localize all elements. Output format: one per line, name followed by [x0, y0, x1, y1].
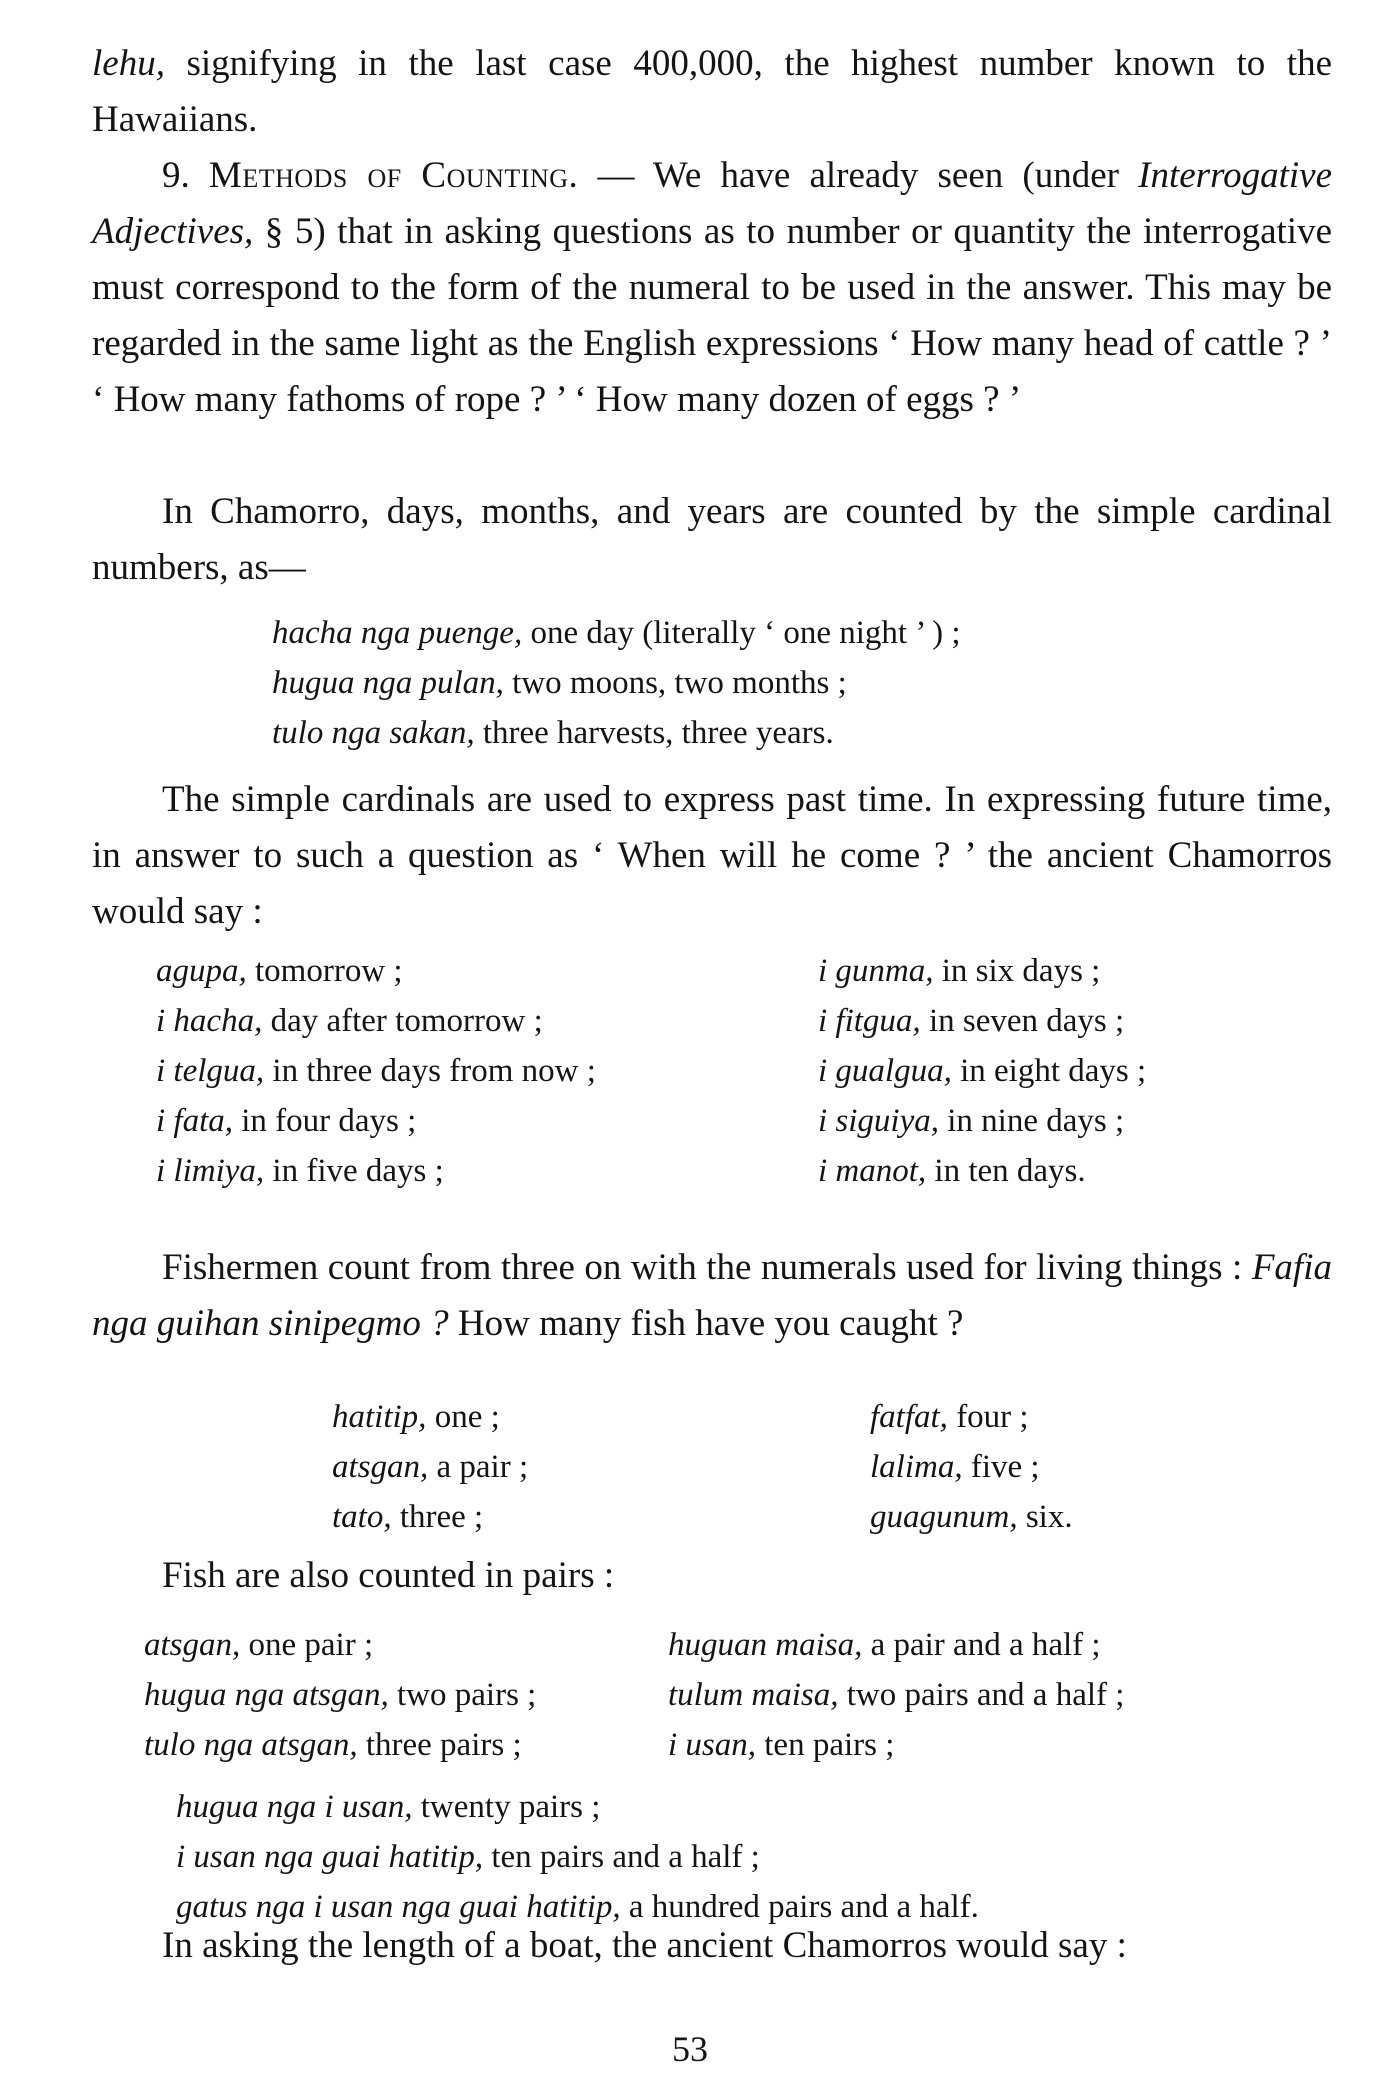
example-term: tulum maisa, — [668, 1677, 839, 1713]
example-gloss: a hundred pairs and a half. — [620, 1889, 979, 1925]
list-item — [870, 1392, 1073, 1442]
example-term: hugua nga atsgan, — [144, 1677, 389, 1713]
example-gloss: ten pairs ; — [756, 1727, 895, 1763]
example-term: lalima, — [870, 1449, 963, 1485]
list-item — [272, 658, 961, 708]
list-item — [870, 1492, 1073, 1542]
example-term: hacha nga puenge, — [272, 615, 523, 651]
example-term: tulo nga atsgan, — [144, 1727, 358, 1763]
list-item — [818, 1146, 1146, 1196]
paragraph-chamorro-days: In Chamorro, days, months, and years are counted by the simple cardinal numbers, as— — [92, 491, 1332, 588]
example-gloss: one ; — [426, 1399, 500, 1435]
pairs-list-more — [176, 1782, 979, 1932]
list-item — [272, 608, 961, 658]
paragraph-lehu-text: signifying in the last case 400,000, the highest number known to the Hawaiians. — [92, 43, 1332, 140]
paragraph-methods-of-counting — [92, 148, 1332, 428]
example-gloss: day after tomorrow ; — [262, 1003, 543, 1039]
example-gloss: three pairs ; — [357, 1727, 522, 1763]
list-item — [818, 1096, 1146, 1146]
example-gloss: five ; — [962, 1449, 1040, 1485]
list-item — [144, 1670, 536, 1720]
list-item — [332, 1442, 528, 1492]
example-term: huguan maisa, — [668, 1627, 863, 1663]
example-gloss: in nine days ; — [939, 1103, 1125, 1139]
list-item — [668, 1720, 1124, 1770]
fishermen-text-2: How many fish have you caught ? — [448, 1303, 964, 1344]
example-term: tulo nga sakan, — [272, 715, 475, 751]
methods-text-2: § 5) that in asking questions as to number or quantity the interrogative must correspond to the form of the numeral to be used in the answer. This may be regarded in the same light as the English expressions ‘ How many head of cattle ? ’ ‘ How many fathoms of rope ? ’ ‘ How many dozen of eggs ? ’ — [92, 211, 1332, 420]
example-gloss: one day (literally ‘ one night ’ ) ; — [522, 615, 961, 651]
list-item — [332, 1492, 528, 1542]
pairs-list-left — [144, 1620, 536, 1770]
list-item — [156, 1046, 596, 1096]
list-item — [818, 1046, 1146, 1096]
example-term: gatus nga i usan nga guai hatitip, — [176, 1889, 621, 1925]
example-term: tato, — [332, 1499, 392, 1535]
fish-count-list-left — [332, 1392, 528, 1542]
fish-count-list-right — [870, 1392, 1073, 1542]
list-item — [668, 1620, 1124, 1670]
example-gloss: two moons, two months ; — [503, 665, 847, 701]
list-item — [156, 1146, 596, 1196]
list-item — [144, 1720, 536, 1770]
methods-text-1: — We have already seen (under — [578, 155, 1139, 196]
page-number: 53 — [672, 2029, 708, 2069]
days-examples-list — [272, 608, 961, 758]
example-term: i siguiya, — [818, 1103, 939, 1139]
example-gloss: twenty pairs ; — [412, 1789, 601, 1825]
section-number: 9. — [162, 155, 190, 196]
list-item — [870, 1442, 1073, 1492]
fishermen-text-1: Fishermen count from three on with the numerals used for living things : — [162, 1247, 1252, 1288]
example-gloss: in five days ; — [264, 1153, 444, 1189]
fishermen-question: Fafia nga guihan sinipegmo ? — [92, 1247, 1332, 1344]
example-gloss: in ten days. — [926, 1153, 1086, 1189]
example-gloss: in eight days ; — [951, 1053, 1147, 1089]
cross-reference: Interrogative Adjectives, — [92, 155, 1332, 252]
example-term: i gualgua, — [818, 1053, 952, 1089]
example-gloss: six. — [1017, 1499, 1073, 1535]
example-gloss: in six days ; — [933, 953, 1101, 989]
example-term: i fata, — [156, 1103, 234, 1139]
example-gloss: in four days ; — [233, 1103, 417, 1139]
example-gloss: three harvests, three years. — [474, 715, 834, 751]
list-item — [272, 708, 961, 758]
example-term: i limiya, — [156, 1153, 265, 1189]
example-term: i usan nga guai hatitip, — [176, 1839, 484, 1875]
future-days-list-left — [156, 946, 596, 1196]
example-gloss: two pairs ; — [388, 1677, 537, 1713]
term-lehu: lehu, — [92, 43, 165, 84]
example-term: i fitgua, — [818, 1003, 921, 1039]
example-term: fatfat, — [870, 1399, 948, 1435]
example-gloss: a pair ; — [428, 1449, 529, 1485]
list-item — [818, 946, 1146, 996]
example-term: atsgan, — [144, 1627, 241, 1663]
paragraph-boat: In asking the length of a boat, the ancient Chamorros would say : — [162, 1925, 1127, 1966]
example-term: i telgua, — [156, 1053, 265, 1089]
list-item — [176, 1782, 979, 1832]
example-term: guagunum, — [870, 1499, 1018, 1535]
example-gloss: three ; — [391, 1499, 484, 1535]
paragraph-past-future: The simple cardinals are used to express past time. In expressing future time, in answer to such a question as ‘ When will he come ? ’ the ancient Chamorros would say : — [92, 779, 1332, 932]
example-term: i hacha, — [156, 1003, 263, 1039]
example-term: atsgan, — [332, 1449, 429, 1485]
paragraph-fishermen — [92, 1240, 1332, 1352]
example-gloss: tomorrow ; — [246, 953, 403, 989]
list-item — [156, 1096, 596, 1146]
example-gloss: four ; — [947, 1399, 1029, 1435]
list-item — [668, 1670, 1124, 1720]
list-item — [144, 1620, 536, 1670]
example-term: i gunma, — [818, 953, 934, 989]
example-gloss: two pairs and a half ; — [838, 1677, 1125, 1713]
list-item — [332, 1392, 528, 1442]
list-item — [156, 946, 596, 996]
example-gloss: ten pairs and a half ; — [483, 1839, 760, 1875]
example-term: i usan, — [668, 1727, 757, 1763]
paragraph-pairs: Fish are also counted in pairs : — [162, 1555, 615, 1596]
example-term: i manot, — [818, 1153, 927, 1189]
paragraph-lehu — [92, 36, 1332, 148]
example-gloss: a pair and a half ; — [862, 1627, 1101, 1663]
example-term: agupa, — [156, 953, 247, 989]
example-term: hatitip, — [332, 1399, 427, 1435]
pairs-list-right — [668, 1620, 1124, 1770]
example-term: hugua nga i usan, — [176, 1789, 413, 1825]
list-item — [818, 996, 1146, 1046]
example-term: hugua nga pulan, — [272, 665, 504, 701]
example-gloss: in seven days ; — [920, 1003, 1125, 1039]
section-heading: Methods of Counting. — [208, 155, 579, 196]
example-gloss: in three days from now ; — [264, 1053, 596, 1089]
example-gloss: one pair ; — [240, 1627, 374, 1663]
future-days-list-right — [818, 946, 1146, 1196]
list-item — [176, 1832, 979, 1882]
list-item — [156, 996, 596, 1046]
